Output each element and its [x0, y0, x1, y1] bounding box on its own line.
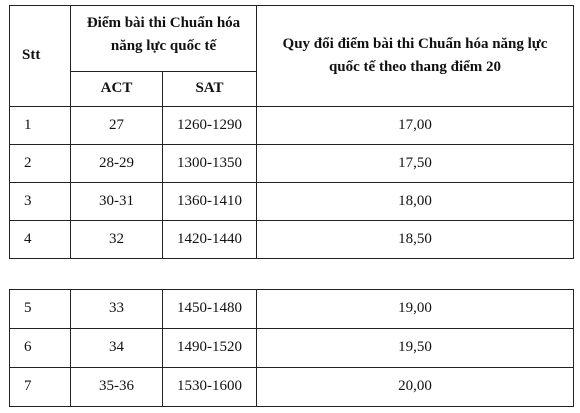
cell-sat: 1530-1600 — [163, 368, 257, 407]
cell-act: 32 — [71, 221, 163, 259]
table-row — [10, 290, 574, 329]
header-sat: SAT — [163, 72, 257, 107]
cell-score: 19,00 — [257, 290, 574, 329]
cell-act: 30-31 — [71, 183, 163, 221]
cell-sat: 1300-1350 — [163, 145, 257, 183]
cell-act: 35-36 — [71, 368, 163, 407]
cell-stt: 3 — [10, 183, 71, 221]
header-row — [10, 6, 574, 72]
cell-act: 28-29 — [71, 145, 163, 183]
cell-score: 20,00 — [257, 368, 574, 407]
cell-score: 17,00 — [257, 107, 574, 145]
cell-act: 33 — [71, 290, 163, 329]
cell-stt: 4 — [10, 221, 71, 259]
cell-sat: 1260-1290 — [163, 107, 257, 145]
cell-score: 18,00 — [257, 183, 574, 221]
cell-stt: 1 — [10, 107, 71, 145]
cell-stt: 6 — [10, 329, 71, 368]
table-row — [10, 221, 574, 259]
cell-sat: 1450-1480 — [163, 290, 257, 329]
table-row — [10, 145, 574, 183]
cell-stt: 5 — [10, 290, 71, 329]
header-act: ACT — [71, 72, 163, 107]
header-converted-score: Quy đổi điểm bài thi Chuẩn hóa năng lực quốc tế theo thang điểm 20 — [257, 6, 574, 107]
conversion-table-part-1 — [9, 5, 574, 259]
cell-score: 18,50 — [257, 221, 574, 259]
header-stt: Stt — [10, 6, 71, 107]
table-row — [10, 329, 574, 368]
cell-act: 34 — [71, 329, 163, 368]
table-row — [10, 107, 574, 145]
cell-sat: 1490-1520 — [163, 329, 257, 368]
header-test-score: Điểm bài thi Chuẩn hóa năng lực quốc tế — [71, 6, 257, 72]
cell-act: 27 — [71, 107, 163, 145]
table-row — [10, 183, 574, 221]
cell-stt: 2 — [10, 145, 71, 183]
cell-score: 17,50 — [257, 145, 574, 183]
cell-sat: 1360-1410 — [163, 183, 257, 221]
cell-sat: 1420-1440 — [163, 221, 257, 259]
cell-score: 19,50 — [257, 329, 574, 368]
table-row — [10, 368, 574, 407]
conversion-table-part-2 — [9, 289, 574, 407]
cell-stt: 7 — [10, 368, 71, 407]
